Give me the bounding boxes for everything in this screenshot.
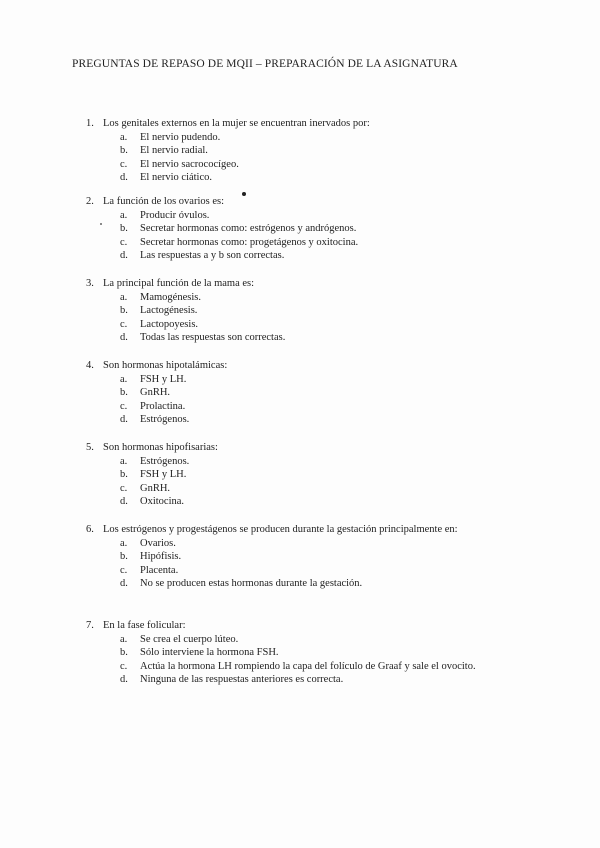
question-2: [86, 195, 516, 263]
option-letter: c.: [120, 564, 128, 576]
question-5: [86, 441, 516, 509]
question-number: 1.: [86, 118, 94, 129]
option-text: Mamogénesis.: [140, 291, 201, 303]
option-letter: a.: [120, 373, 128, 385]
question-number: 5.: [86, 442, 94, 453]
option-text: Ovarios.: [140, 537, 176, 549]
option-letter: b.: [120, 647, 128, 658]
option-c: [86, 482, 516, 496]
option-letter: b.: [120, 469, 128, 480]
option-text: Oxitocina.: [140, 496, 185, 507]
option-d: [86, 249, 516, 263]
option-c: [86, 660, 516, 674]
option-letter: d.: [120, 172, 128, 183]
option-b: [86, 550, 516, 564]
option-text: Se crea el cuerpo lúteo.: [140, 633, 239, 645]
option-d: [86, 331, 516, 345]
question-7: [86, 619, 516, 687]
option-b: [86, 222, 516, 236]
option-letter: a.: [120, 633, 128, 645]
option-c: [86, 400, 516, 414]
question-text: La principal función de la mama es:: [103, 278, 255, 289]
option-d: [86, 413, 516, 427]
question-text: Los estrógenos y progestágenos se producen durante la gestación principalmente en:: [103, 524, 458, 535]
option-text: FSH y LH.: [140, 373, 187, 385]
option-text: El nervio radial.: [140, 145, 208, 156]
option-d: [86, 577, 516, 591]
option-c: [86, 236, 516, 250]
option-c: [86, 158, 516, 172]
option-text: Todas las respuestas son correctas.: [140, 332, 286, 343]
option-letter: a.: [120, 455, 128, 467]
option-d: [86, 171, 516, 185]
option-b: [86, 646, 516, 660]
option-letter: b.: [120, 223, 128, 234]
option-letter: b.: [120, 145, 128, 156]
option-text: El nervio pudendo.: [140, 131, 221, 143]
option-b: [86, 386, 516, 400]
option-text: Estrógenos.: [140, 414, 190, 425]
option-text: Secretar hormonas como: progetágenos y oxitocina.: [140, 236, 359, 248]
option-text: Ninguna de las respuestas anteriores es correcta.: [140, 674, 344, 685]
option-text: FSH y LH.: [140, 469, 187, 480]
option-letter: a.: [120, 537, 128, 549]
option-letter: a.: [120, 131, 128, 143]
option-text: Las respuestas a y b son correctas.: [140, 250, 285, 261]
question-number: 4.: [86, 360, 94, 371]
option-text: GnRH.: [140, 387, 171, 398]
option-text: Lactogénesis.: [140, 305, 198, 316]
option-text: Prolactina.: [140, 400, 186, 412]
question-6: [86, 523, 516, 591]
scan-speck: [100, 223, 102, 225]
option-text: Sólo interviene la hormona FSH.: [140, 647, 279, 658]
option-text: Actúa la hormona LH rompiendo la capa del folículo de Graaf y sale el ovocito.: [140, 660, 476, 672]
option-text: Estrógenos.: [140, 455, 190, 467]
option-letter: c.: [120, 660, 128, 672]
option-letter: b.: [120, 551, 128, 562]
option-c: [86, 318, 516, 332]
option-letter: c.: [120, 236, 128, 248]
option-text: Lactopoyesis.: [140, 318, 199, 330]
option-text: El nervio sacrococígeo.: [140, 158, 239, 170]
question-text: La función de los ovarios es:: [103, 196, 225, 207]
question-text: Son hormonas hipotalámicas:: [103, 360, 228, 371]
option-letter: d.: [120, 250, 128, 261]
option-letter: d.: [120, 414, 128, 425]
option-text: Placenta.: [140, 564, 179, 576]
option-d: [86, 673, 516, 687]
scan-speck: [242, 192, 246, 196]
option-text: Secretar hormonas como: estrógenos y andrógenos.: [140, 223, 357, 234]
option-text: Producir óvulos.: [140, 209, 210, 221]
page-title: PREGUNTAS DE REPASO DE MQII – PREPARACIÓN DE LA ASIGNATURA: [72, 58, 458, 70]
question-number: 3.: [86, 278, 94, 289]
option-b: [86, 468, 516, 482]
question-number: 2.: [86, 196, 94, 207]
option-c: [86, 564, 516, 578]
question-4: [86, 359, 516, 427]
option-text: El nervio ciático.: [140, 172, 213, 183]
option-a: [86, 455, 516, 469]
question-text: En la fase folicular:: [103, 620, 186, 631]
option-a: [86, 633, 516, 647]
option-letter: c.: [120, 158, 128, 170]
option-letter: d.: [120, 332, 128, 343]
question-number: 6.: [86, 524, 94, 535]
option-letter: d.: [120, 674, 128, 685]
question-text: Los genitales externos en la mujer se encuentran inervados por:: [103, 118, 370, 129]
option-a: [86, 537, 516, 551]
option-letter: a.: [120, 209, 128, 221]
option-b: [86, 144, 516, 158]
option-letter: c.: [120, 400, 128, 412]
option-a: [86, 291, 516, 305]
question-number: 7.: [86, 620, 94, 631]
question-1: [86, 117, 516, 185]
option-letter: c.: [120, 482, 128, 494]
option-letter: b.: [120, 305, 128, 316]
option-a: [86, 373, 516, 387]
option-text: Hipófisis.: [140, 551, 182, 562]
option-letter: a.: [120, 291, 128, 303]
option-a: [86, 209, 516, 223]
option-letter: d.: [120, 496, 128, 507]
option-a: [86, 131, 516, 145]
option-letter: c.: [120, 318, 128, 330]
option-b: [86, 304, 516, 318]
option-letter: d.: [120, 578, 128, 589]
question-text: Son hormonas hipofisarias:: [103, 442, 218, 453]
question-3: [86, 277, 516, 345]
option-text: No se producen estas hormonas durante la gestación.: [140, 578, 363, 589]
option-letter: b.: [120, 387, 128, 398]
option-text: GnRH.: [140, 482, 171, 494]
option-d: [86, 495, 516, 509]
